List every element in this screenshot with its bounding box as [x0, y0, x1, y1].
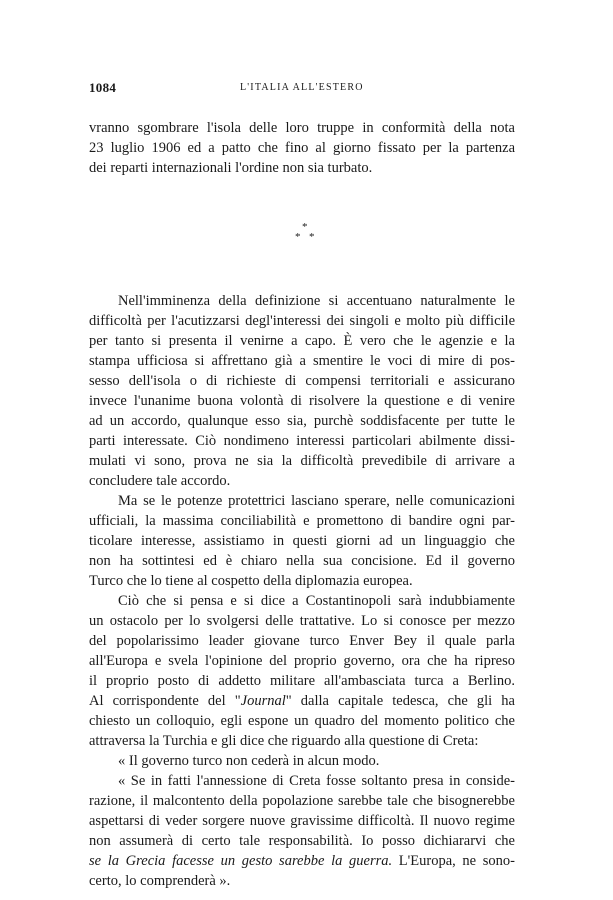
text-line: attraversa la Turchia e gli dice che riguardo alla questione di Creta:	[89, 733, 479, 749]
text-line: certo, lo comprenderà ».	[89, 873, 231, 889]
page-number: 1084	[89, 80, 117, 95]
text-line: ufficiali, la massima conciliabilità e promettono di bandire ogni par-	[89, 513, 515, 529]
text-line: vranno sgombrare l'isola delle loro truppe in conformità della nota	[89, 120, 515, 136]
text-line: sesso dell'isola o di richieste di compensi territoriali e assicurano	[89, 373, 515, 389]
text-line: Ma se le potenze protettrici lasciano sperare, nelle comunicazioni	[118, 493, 515, 509]
text-line: del popolarissimo leader giovane turco Enver Bey il quale parla	[89, 633, 515, 649]
text-line: concludere tale accordo.	[89, 473, 231, 489]
text-line: Nell'imminenza della definizione si accentuano naturalmente le	[118, 293, 515, 309]
text-line: mulati vi sono, prova ne sia la difficoltà prevedibile di arrivare a	[89, 453, 515, 469]
text-line: stampa ufficiosa si affrettano già a smentire le voci di mire di pos-	[89, 353, 515, 369]
text-line: 23 luglio 1906 ed a patto che fino al giorno fissato per la partenza	[89, 140, 515, 156]
text-line: non assumerà di certo tale responsabilità. Io posso dichiararvi che	[89, 833, 515, 849]
text-segment: L'Europa, ne sono-	[392, 853, 515, 869]
asterism-star-top: *	[302, 221, 308, 233]
asterism-star-left: *	[295, 231, 301, 243]
text-line: razione, il malcontento della popolazione sarebbe tale che bisognerebbe	[89, 793, 515, 809]
text-line: aspettarsi di veder sorgere nuove gravissime difficoltà. Il nuovo regime	[89, 813, 515, 829]
text-line: Turco che lo tiene al cospetto della diplomazia europea.	[89, 573, 413, 589]
text-line: invece l'unanime buona volontà di risolvere la questione e di venire	[89, 393, 515, 409]
text-line: ticolare interesse, assistiamo in questi giorni ad un linguaggio che	[89, 533, 515, 549]
text-line: « Il governo turco non cederà in alcun modo.	[118, 753, 380, 769]
text-line: difficoltà per l'acutizzarsi degl'interessi dei singoli e molto più difficile	[89, 313, 515, 329]
text-line: ad un accordo, qualunque esso sia, purchè soddisfacente per tutte le	[89, 413, 515, 429]
text-line: dei reparti internazionali l'ordine non sia turbato.	[89, 160, 373, 176]
text-line: « Se in fatti l'annessione di Creta fosse soltanto presa in conside-	[118, 773, 515, 789]
italic-quote: se la Grecia facesse un gesto sarebbe la guerra.	[89, 853, 393, 869]
text-line: un ostacolo per lo svolgersi delle trattative. Lo si conosce per mezzo	[89, 613, 515, 629]
text-segment: " dalla capitale tedesca, che gli ha	[285, 693, 515, 709]
journal-title: Journal	[240, 693, 286, 709]
text-segment: Al corrispondente del "	[89, 693, 241, 709]
asterism-star-right: *	[309, 231, 315, 243]
text-line: all'Europa e svela l'opinione del proprio governo, ora che ha ripreso	[89, 653, 515, 669]
text-line: per tanto si presenta il venirne a capo. È vero che le agenzie e la	[89, 333, 515, 349]
text-line	[89, 851, 515, 871]
text-line: non ha sottintesi ed è chiaro nella sua concisione. Ed il governo	[89, 553, 515, 569]
running-head: L'ITALIA ALL'ESTERO	[240, 82, 364, 93]
text-line: Ciò che si pensa e si dice a Costantinopoli sarà indubbiamente	[118, 593, 515, 609]
text-line: parti interessate. Ciò nondimeno interessi particolari abilmente dissi-	[89, 433, 515, 449]
text-line	[89, 691, 515, 711]
text-line: il proprio posto di addetto militare all'ambasciata turca a Berlino.	[89, 673, 515, 689]
text-line: chiesto un colloquio, egli espone un quadro del momento politico che	[89, 713, 515, 729]
section-asterism	[292, 222, 322, 244]
